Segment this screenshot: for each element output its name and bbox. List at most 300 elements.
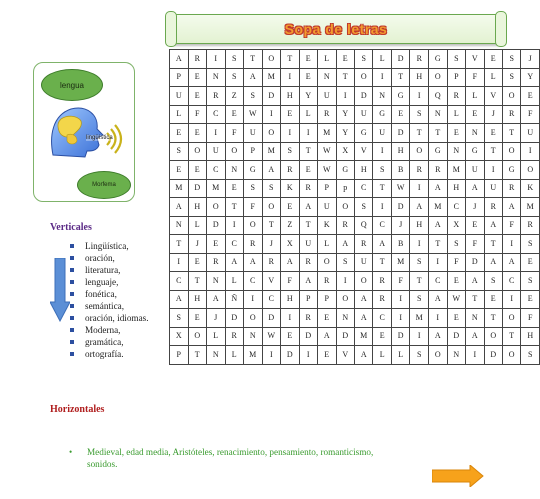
grid-cell: V [262,272,281,291]
grid-cell: R [336,216,354,235]
grid-cell: O [188,327,206,346]
grid-cell: D [447,327,466,346]
grid-cell: E [447,309,466,328]
oval-lengua-label: lengua [59,80,85,90]
horizontales-line-2: sonidos. [87,459,118,469]
grid-cell: I [225,216,243,235]
grid-cell: U [521,124,540,143]
grid-cell: E [299,68,317,87]
grid-cell: S [410,346,429,365]
grid-cell: E [299,161,317,180]
grid-cell: H [281,290,299,309]
grid-cell: S [170,309,189,328]
grid-cell: A [336,235,354,254]
grid-cell: S [447,50,466,69]
grid-cell: D [391,198,410,217]
grid-cell: Y [299,87,317,106]
grid-cell: C [373,309,391,328]
horizontales-heading: Horizontales [50,404,105,415]
verticales-list [69,240,174,360]
grid-cell: A [502,253,520,272]
grid-cell: I [410,235,429,254]
grid-cell: F [391,272,410,291]
down-arrow-icon [50,258,70,322]
grid-cell: W [317,142,336,161]
grid-row [170,253,540,272]
grid-cell: C [429,272,448,291]
grid-cell: E [466,105,484,124]
grid-row [170,198,540,217]
grid-cell: E [521,253,540,272]
grid-row [170,327,540,346]
grid-cell: J [521,50,540,69]
grid-cell: T [429,235,448,254]
grid-cell: T [410,272,429,291]
list-item: oración, [69,252,174,264]
grid-cell: O [262,50,281,69]
grid-cell: O [354,272,373,291]
grid-cell: A [484,253,502,272]
grid-cell: O [502,87,520,106]
grid-cell: U [243,124,262,143]
grid-cell: R [354,235,373,254]
grid-cell: E [170,124,189,143]
grid-cell: Y [521,68,540,87]
grid-cell: I [206,50,225,69]
grid-cell: B [391,161,410,180]
grid-cell: J [206,309,225,328]
grid-cell: Z [225,87,243,106]
grid-cell: S [447,235,466,254]
grid-cell: I [521,142,540,161]
grid-cell: C [206,105,225,124]
grid-cell: O [484,327,502,346]
grid-cell: I [336,87,354,106]
grid-cell: M [206,179,225,198]
grid-cell: M [262,68,281,87]
grid-cell: F [243,198,262,217]
grid-cell: R [188,50,206,69]
grid-cell: E [484,290,502,309]
grid-cell: P [317,290,336,309]
grid-cell: R [502,105,520,124]
grid-cell: A [429,327,448,346]
grid-cell: M [354,327,373,346]
grid-cell: I [299,124,317,143]
grid-cell: J [484,105,502,124]
grid-cell: I [262,346,281,365]
grid-cell: N [243,327,262,346]
grid-cell: S [354,198,373,217]
grid-cell: I [373,198,391,217]
grid-cell: U [484,179,502,198]
grid-cell: U [170,87,189,106]
grid-cell: A [354,346,373,365]
grid-cell: U [206,142,225,161]
grid-cell: O [429,68,448,87]
grid-cell: I [281,68,299,87]
verticales-heading: Verticales [50,222,92,233]
grid-cell: R [373,290,391,309]
grid-cell: O [243,309,262,328]
grid-cell: R [410,50,429,69]
grid-cell: O [206,198,225,217]
grid-cell: T [502,124,520,143]
grid-cell: E [521,87,540,106]
grid-cell: O [354,68,373,87]
grid-row [170,179,540,198]
grid-cell: R [225,327,243,346]
grid-cell: D [262,87,281,106]
grid-cell: R [206,87,225,106]
list-item: Moderna, [69,324,174,336]
grid-cell: O [336,198,354,217]
grid-cell: Z [281,216,299,235]
grid-cell: T [170,235,189,254]
right-arrow-icon [432,465,484,487]
grid-cell: D [484,346,502,365]
grid-cell: R [521,216,540,235]
grid-cell: T [281,50,299,69]
grid-cell: E [170,161,189,180]
grid-cell: U [354,105,373,124]
grid-cell: U [299,235,317,254]
grid-cell: E [188,87,206,106]
grid-cell: F [521,309,540,328]
grid-cell: I [206,124,225,143]
grid-cell: T [373,179,391,198]
grid-cell: J [188,235,206,254]
grid-cell: H [521,327,540,346]
grid-cell: A [429,290,448,309]
grid-cell: R [484,198,502,217]
grid-cell: I [391,309,410,328]
grid-cell: U [373,124,391,143]
grid-cell: L [188,216,206,235]
grid-cell: W [391,179,410,198]
grid-cell: A [429,216,448,235]
grid-cell: C [447,198,466,217]
grid-row [170,216,540,235]
grid-cell: X [447,216,466,235]
grid-cell: P [299,290,317,309]
grid-row [170,105,540,124]
grid-cell: P [170,68,189,87]
grid-cell: O [188,142,206,161]
grid-cell: R [299,309,317,328]
grid-cell: R [243,235,262,254]
grid-cell: L [466,87,484,106]
grid-cell: D [391,50,410,69]
grid-cell: S [373,161,391,180]
grid-cell: M [429,198,448,217]
grid-cell: E [336,50,354,69]
grid-cell: F [447,253,466,272]
grid-cell: C [354,179,373,198]
grid-cell: O [262,124,281,143]
grid-cell: A [484,216,502,235]
grid-cell: D [188,179,206,198]
grid-cell: G [502,161,520,180]
grid-cell: P [317,179,336,198]
grid-cell: I [281,309,299,328]
grid-cell: A [466,179,484,198]
grid-cell: D [262,309,281,328]
grid-cell: E [225,179,243,198]
grid-cell: S [410,290,429,309]
grid-cell: I [373,68,391,87]
grid-cell: N [466,309,484,328]
list-item: semántica, [69,300,174,312]
grid-cell: O [225,142,243,161]
grid-cell: P [170,346,189,365]
grid-cell: G [466,142,484,161]
grid-cell: L [317,235,336,254]
list-item: lenguaje, [69,276,174,288]
grid-cell: T [262,216,281,235]
grid-cell: M [317,124,336,143]
grid-cell: B [391,235,410,254]
grid-cell: C [262,290,281,309]
grid-cell: T [484,309,502,328]
oval-lengua [41,69,103,101]
grid-cell: D [466,253,484,272]
grid-cell: R [262,253,281,272]
grid-cell: E [447,124,466,143]
grid-cell: I [502,235,520,254]
grid-cell: V [466,50,484,69]
grid-cell: G [336,161,354,180]
grid-cell: M [170,179,189,198]
grid-cell: Y [336,105,354,124]
oval-morfema [77,171,131,199]
grid-cell: W [243,105,262,124]
grid-cell: I [170,253,189,272]
grid-cell: A [299,272,317,291]
grid-cell: F [188,105,206,124]
grid-cell: G [243,161,262,180]
grid-cell: N [206,346,225,365]
grid-cell: N [206,68,225,87]
grid-cell: I [429,253,448,272]
grid-cell: S [243,87,262,106]
grid-cell: D [281,346,299,365]
grid-cell: I [410,327,429,346]
grid-cell: E [281,105,299,124]
grid-cell: D [225,309,243,328]
grid-cell: R [299,179,317,198]
grid-cell: T [466,290,484,309]
grid-cell: L [206,327,225,346]
grid-row [170,161,540,180]
grid-cell: O [502,142,520,161]
grid-cell: L [484,68,502,87]
list-item [69,446,469,470]
grid-cell: D [206,216,225,235]
grid-cell: A [170,50,189,69]
grid-cell: A [354,309,373,328]
list-item: oración, idiomas. [69,312,174,324]
grid-cell: F [281,272,299,291]
grid-cell: T [391,68,410,87]
grid-cell: Ñ [225,290,243,309]
grid-cell: A [466,272,484,291]
grid-cell: T [188,272,206,291]
grid-cell: A [466,327,484,346]
grid-cell: T [484,235,502,254]
grid-cell: I [466,346,484,365]
grid-row [170,142,540,161]
grid-cell: I [262,105,281,124]
grid-cell: A [225,253,243,272]
grid-cell: V [336,346,354,365]
grid-cell: O [317,253,336,272]
grid-cell: E [447,272,466,291]
grid-cell: O [243,216,262,235]
grid-cell: I [429,309,448,328]
grid-cell: R [317,105,336,124]
grid-cell: E [484,124,502,143]
grid-cell: S [521,272,540,291]
grid-cell: H [447,179,466,198]
grid-cell: T [410,124,429,143]
head-label: lingüística [86,135,113,141]
title-banner [170,14,502,44]
grid-cell: T [225,198,243,217]
grid-cell: M [243,346,262,365]
grid-cell: T [429,124,448,143]
grid-cell: A [243,68,262,87]
grid-cell: F [521,105,540,124]
grid-cell: S [410,105,429,124]
grid-cell: E [188,309,206,328]
horizontales-list [69,446,469,470]
grid-cell: D [391,124,410,143]
grid-row [170,272,540,291]
grid-cell: L [317,50,336,69]
grid-cell: T [188,346,206,365]
grid-cell: D [336,327,354,346]
grid-cell: L [299,105,317,124]
grid-cell: S [262,179,281,198]
grid-row [170,50,540,69]
grid-cell: E [466,216,484,235]
grid-cell: E [188,253,206,272]
grid-cell: I [373,142,391,161]
grid-cell: W [447,290,466,309]
grid-cell: F [466,235,484,254]
grid-cell: N [429,105,448,124]
grid-cell: R [281,161,299,180]
grid-cell: V [354,142,373,161]
grid-cell: C [225,235,243,254]
grid-cell: R [206,253,225,272]
grid-cell: C [243,272,262,291]
grid-row [170,68,540,87]
grid-cell: I [410,179,429,198]
word-search-grid [169,49,540,365]
grid-cell: C [373,216,391,235]
grid-cell: U [317,198,336,217]
grid-cell: L [225,272,243,291]
grid-cell: S [225,50,243,69]
grid-row [170,309,540,328]
grid-cell: R [317,272,336,291]
grid-cell: D [354,87,373,106]
grid-cell: N [373,87,391,106]
grid-cell: D [299,327,317,346]
grid-cell: T [299,142,317,161]
grid-cell: E [188,161,206,180]
grid-cell: X [281,235,299,254]
grid-cell: O [429,346,448,365]
grid-cell: U [317,87,336,106]
grid-row [170,290,540,309]
grid-cell: A [170,198,189,217]
grid-cell: G [429,50,448,69]
list-item: Lingüística, [69,240,174,252]
grid-cell: E [484,50,502,69]
grid-cell: G [373,105,391,124]
grid-cell: A [429,179,448,198]
page-title: Sopa de letras [284,21,388,37]
grid-cell: A [354,290,373,309]
grid-cell: R [429,161,448,180]
grid-cell: E [188,124,206,143]
grid-cell: P [243,142,262,161]
grid-cell: U [354,253,373,272]
grid-cell: T [373,253,391,272]
grid-cell: J [391,216,410,235]
grid-cell: I [336,272,354,291]
grid-cell: L [391,346,410,365]
grid-cell: C [170,272,189,291]
grid-cell: I [281,124,299,143]
grid-cell: E [317,346,336,365]
grid-cell: E [521,290,540,309]
grid-cell: T [502,327,520,346]
grid-cell: A [243,253,262,272]
grid-cell: M [262,142,281,161]
grid-cell: E [206,235,225,254]
grid-cell: L [373,346,391,365]
grid-cell: N [447,142,466,161]
grid-cell: M [447,161,466,180]
grid-cell: R [447,87,466,106]
grid-cell: A [262,161,281,180]
grid-cell: p [336,179,354,198]
grid-cell: Q [429,87,448,106]
grid-cell: S [410,253,429,272]
grid-cell: O [502,309,520,328]
grid-cell: S [484,272,502,291]
grid-cell: D [391,327,410,346]
grid-cell: T [243,50,262,69]
grid-cell: H [354,161,373,180]
grid-cell: I [243,290,262,309]
grid-cell: A [502,198,520,217]
grid-cell: N [466,124,484,143]
grid-cell: W [262,327,281,346]
grid-cell: E [188,68,206,87]
grid-cell: N [447,346,466,365]
grid-cell: H [410,68,429,87]
grid-cell: R [502,179,520,198]
grid-cell: R [299,253,317,272]
grid-cell: I [391,290,410,309]
grid-cell: S [521,346,540,365]
grid-cell: E [373,327,391,346]
